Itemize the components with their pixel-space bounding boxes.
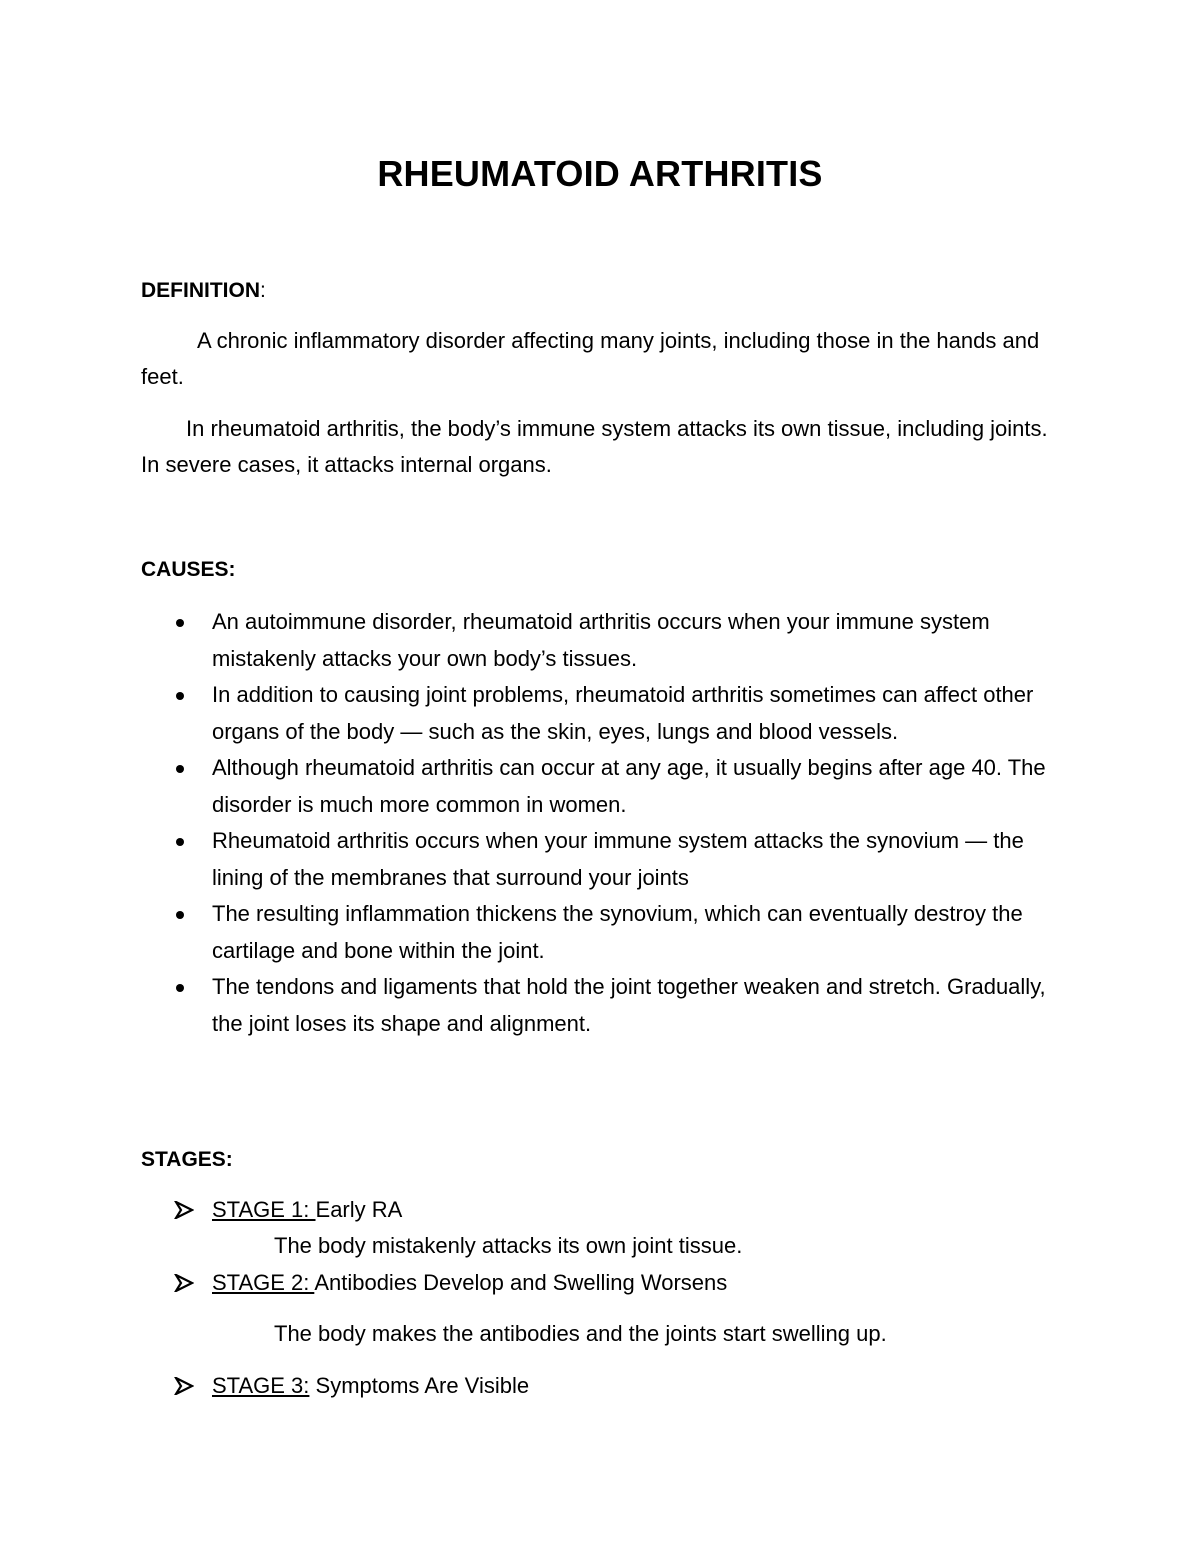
definition-heading-label: DEFINITION (141, 279, 260, 302)
causes-heading: CAUSES: (141, 558, 236, 581)
bullet-dot-icon (176, 911, 184, 919)
definition-heading (141, 276, 266, 306)
stages-heading: STAGES: (141, 1148, 233, 1171)
stage-2-description: The body makes the antibodies and the joints start swelling up. (274, 1321, 887, 1346)
cause-text: The tendons and ligaments that hold the joint together weaken and stretch. Gradually, the joint loses its shape and alignment. (212, 974, 1046, 1036)
stage-3 (141, 1368, 1071, 1404)
list-item (141, 604, 1071, 677)
stage-2-label: STAGE 2: (212, 1270, 315, 1295)
cause-text: Rheumatoid arthritis occurs when your immune system attacks the synovium — the lining of the membranes that surround your joints (212, 828, 1024, 890)
cause-text: Although rheumatoid arthritis can occur at any age, it usually begins after age 40. The disorder is much more common in women. (212, 755, 1046, 817)
document-title: RHEUMATOID ARTHRITIS (377, 153, 823, 194)
list-item (141, 823, 1071, 896)
stage-2 (141, 1265, 1071, 1301)
stage-2-name: Antibodies Develop and Swelling Worsens (314, 1270, 728, 1295)
list-item (141, 677, 1071, 750)
cause-text: The resulting inflammation thickens the synovium, which can eventually destroy the cartilage and bone within the joint. (212, 901, 1023, 963)
stage-3-label: STAGE 3: (212, 1373, 310, 1398)
stage-1-label: STAGE 1: (212, 1197, 316, 1222)
stage-1 (141, 1192, 1071, 1228)
stage-1-name: Early RA (315, 1197, 403, 1222)
stage-3-name: Symptoms Are Visible (309, 1373, 530, 1398)
stage-1-description: The body mistakenly attacks its own joint tissue. (274, 1233, 743, 1258)
bullet-dot-icon (176, 765, 184, 773)
arrowhead-bullet-icon (174, 1377, 194, 1395)
definition-paragraph-1: A chronic inflammatory disorder affecting many joints, including those in the hands and feet. (141, 328, 1040, 389)
bullet-dot-icon (176, 838, 184, 846)
arrowhead-bullet-icon (174, 1274, 194, 1292)
definition-paragraph-2: In rheumatoid arthritis, the body’s immune system attacks its own tissue, including joints. In severe cases, it attacks internal organs. (141, 416, 1048, 477)
bullet-dot-icon (176, 984, 184, 992)
arrowhead-bullet-icon (174, 1201, 194, 1219)
list-item (141, 750, 1071, 823)
list-item (141, 896, 1071, 969)
cause-text: An autoimmune disorder, rheumatoid arthritis occurs when your immune system mistakenly attacks your own body’s tissues. (212, 609, 990, 671)
cause-text: In addition to causing joint problems, rheumatoid arthritis sometimes can affect other organs of the body — such as the skin, eyes, lungs and blood vessels. (212, 682, 1034, 744)
bullet-dot-icon (176, 692, 184, 700)
bullet-dot-icon (176, 619, 184, 627)
definition-heading-colon: : (260, 279, 266, 302)
causes-list (141, 604, 1071, 1042)
list-item (141, 969, 1071, 1042)
